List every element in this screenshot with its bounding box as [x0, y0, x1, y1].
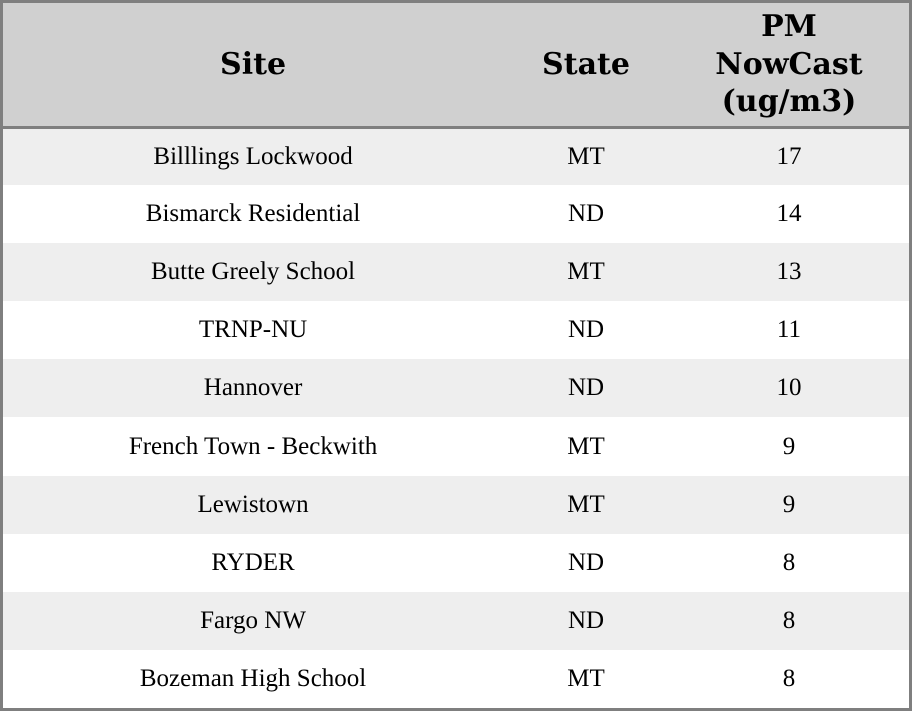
column-header-state — [503, 3, 669, 127]
column-header-pm-nowcast — [669, 3, 909, 127]
pm_nowcast-cell: 9 — [782, 432, 796, 460]
site-cell: Billlings Lockwood — [153, 142, 353, 170]
table-row — [3, 185, 909, 243]
site-cell: French Town - Beckwith — [128, 432, 378, 460]
site-cell: Lewistown — [197, 490, 309, 518]
site-cell: Bismarck Residential — [145, 200, 361, 228]
table-row — [3, 417, 909, 475]
data-table — [3, 3, 909, 708]
site-cell: Hannover — [203, 374, 303, 402]
state-cell: MT — [567, 258, 605, 286]
table-row — [3, 127, 909, 185]
site-cell: TRNP-NU — [198, 316, 308, 344]
table-row — [3, 476, 909, 534]
state-cell: MT — [567, 490, 605, 518]
pm_nowcast-cell: 17 — [776, 142, 802, 170]
site-cell: Fargo NW — [200, 606, 306, 634]
pm_nowcast-cell: 9 — [782, 490, 796, 518]
state-cell: MT — [567, 432, 605, 460]
table-row — [3, 592, 909, 650]
table-row — [3, 650, 909, 708]
pm_nowcast-cell: 13 — [776, 258, 802, 286]
state-cell: MT — [567, 142, 605, 170]
pm_nowcast-cell: 8 — [782, 664, 796, 692]
column-header-state-label: State — [542, 46, 630, 82]
pm_nowcast-cell: 8 — [782, 606, 796, 634]
pm_nowcast-cell: 8 — [782, 548, 796, 576]
column-header-site-label: Site — [220, 46, 287, 82]
table-row — [3, 534, 909, 592]
header-row — [3, 3, 909, 127]
pm_nowcast-cell: 14 — [776, 200, 802, 228]
table-row — [3, 301, 909, 359]
table-row — [3, 243, 909, 301]
pm_nowcast-cell: 10 — [776, 374, 802, 402]
column-header-pm-nowcast-label: PM NowCast (ug/m3) — [715, 9, 863, 119]
state-cell: ND — [567, 200, 605, 228]
site-cell: Butte Greely School — [150, 258, 356, 286]
state-cell: MT — [567, 664, 605, 692]
state-cell: ND — [567, 374, 605, 402]
column-header-site — [3, 3, 503, 127]
state-cell: ND — [567, 548, 605, 576]
site-cell: Bozeman High School — [139, 664, 367, 692]
pm_nowcast-cell: 11 — [776, 316, 801, 344]
site-cell: RYDER — [211, 548, 295, 576]
state-cell: ND — [567, 606, 605, 634]
table-row — [3, 359, 909, 417]
state-cell: ND — [567, 316, 605, 344]
table-body — [3, 127, 909, 708]
